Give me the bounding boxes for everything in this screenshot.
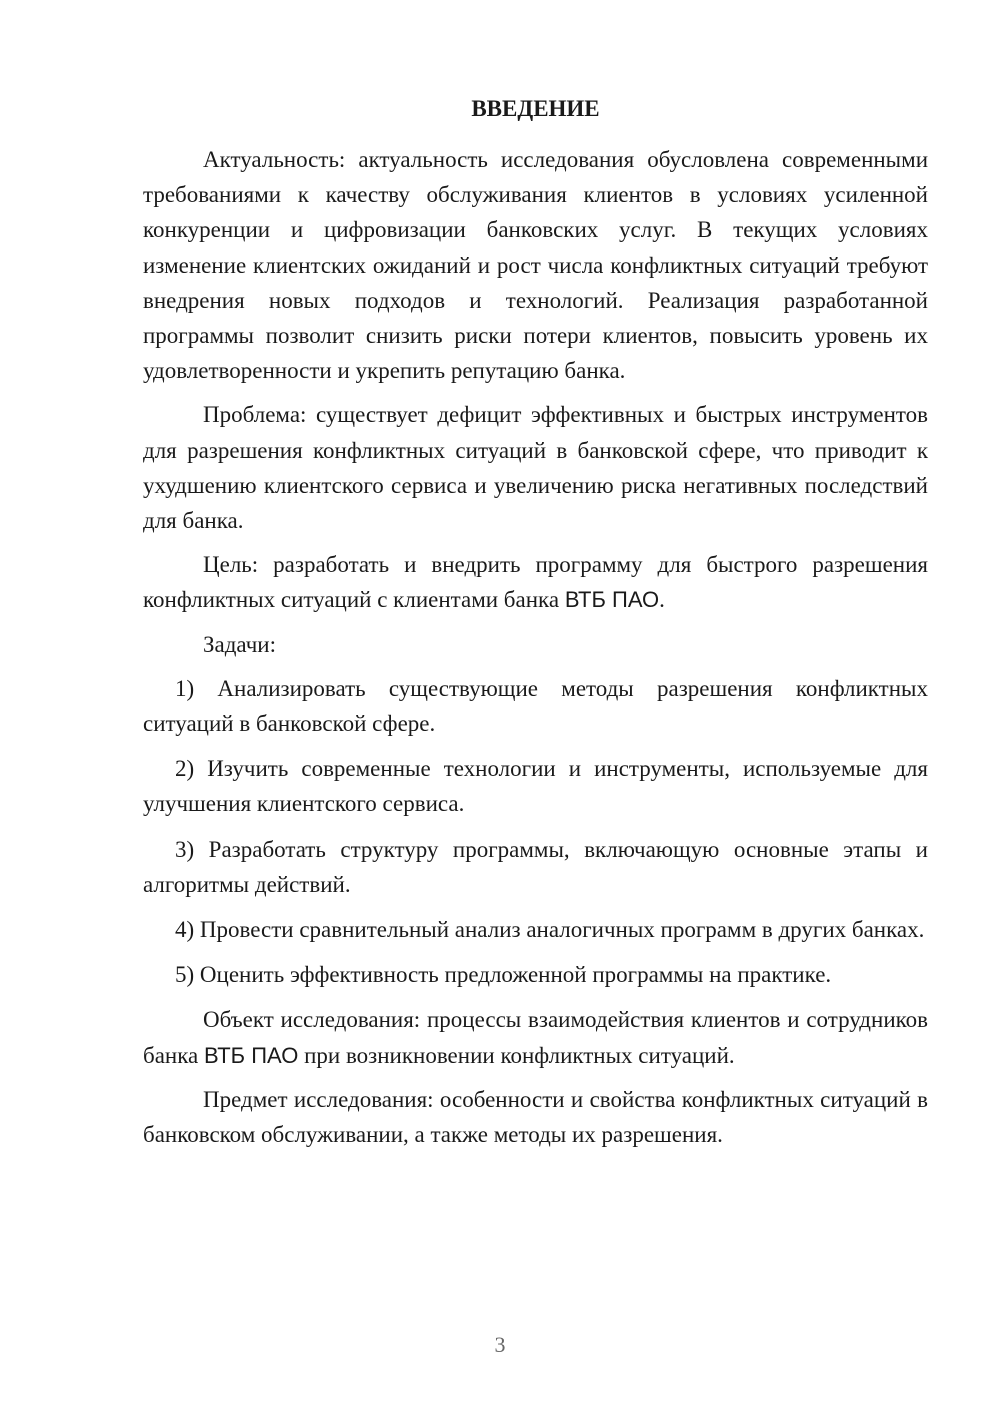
object-text: Объект исследования: процессы взаимодействия клиентов и сотрудников банка [143, 1007, 928, 1068]
goal-text: Цель: разработать и внедрить программу для быстрого разрешения конфликтных ситуаций с клиентами банка [143, 552, 928, 613]
goal-suffix: . [659, 587, 665, 613]
object-suffix: при возникновении конфликтных ситуаций. [298, 1042, 735, 1068]
paragraph-problem: Проблема: существует дефицит эффективных и быстрых инструментов для разрешения конфликтных ситуаций в банковской сфере, что приводит к ухудшению клиентского сервиса и увеличению риска негативных последствий для банка. [143, 402, 928, 534]
task-item-3: 3) Разработать структуру программы, включающую основные этапы и алгоритмы действий. [143, 836, 928, 897]
task-item-5: 5) Оценить эффективность предложенной программы на практике. [175, 962, 832, 988]
paragraph-object [143, 1002, 928, 1072]
task-item-1: 1) Анализировать существующие методы разрешения конфликтных ситуаций в банковской сфере. [143, 675, 928, 737]
task-item-2: 2) Изучить современные технологии и инструменты, используемые для улучшения клиентского сервиса. [143, 756, 928, 817]
paragraph-subject: Предмет исследования: особенности и свойства конфликтных ситуаций в банковском обслуживании, а также методы их разрешения. [143, 1086, 928, 1148]
paragraph-goal [143, 547, 928, 617]
paragraph-relevance: Актуальность: актуальность исследования обусловлена современными требованиями к качеству обслуживания клиентов в условиях усиленной конкуренции и цифровизации банковских услуг. В текущих условиях изменение клиентских ожиданий и рост числа конфликтных ситуаций требуют внедрения новых подходов и технологий. Реализация разработанной программы позволит снизить риски потери клиентов, повысить уровень их удовлетворенности и укрепить репутацию банка. [143, 147, 928, 384]
task-item-4: 4) Провести сравнительный анализ аналогичных программ в других банках. [175, 917, 925, 943]
goal-brand-name: ВТБ ПАО [564, 587, 660, 613]
document-page [143, 92, 928, 1161]
tasks-label: Задачи: [203, 631, 276, 657]
page-number: 3 [494, 1332, 506, 1357]
page-title: ВВЕДЕНИЕ [471, 96, 600, 121]
object-brand-name: ВТБ ПАО [204, 1042, 299, 1068]
